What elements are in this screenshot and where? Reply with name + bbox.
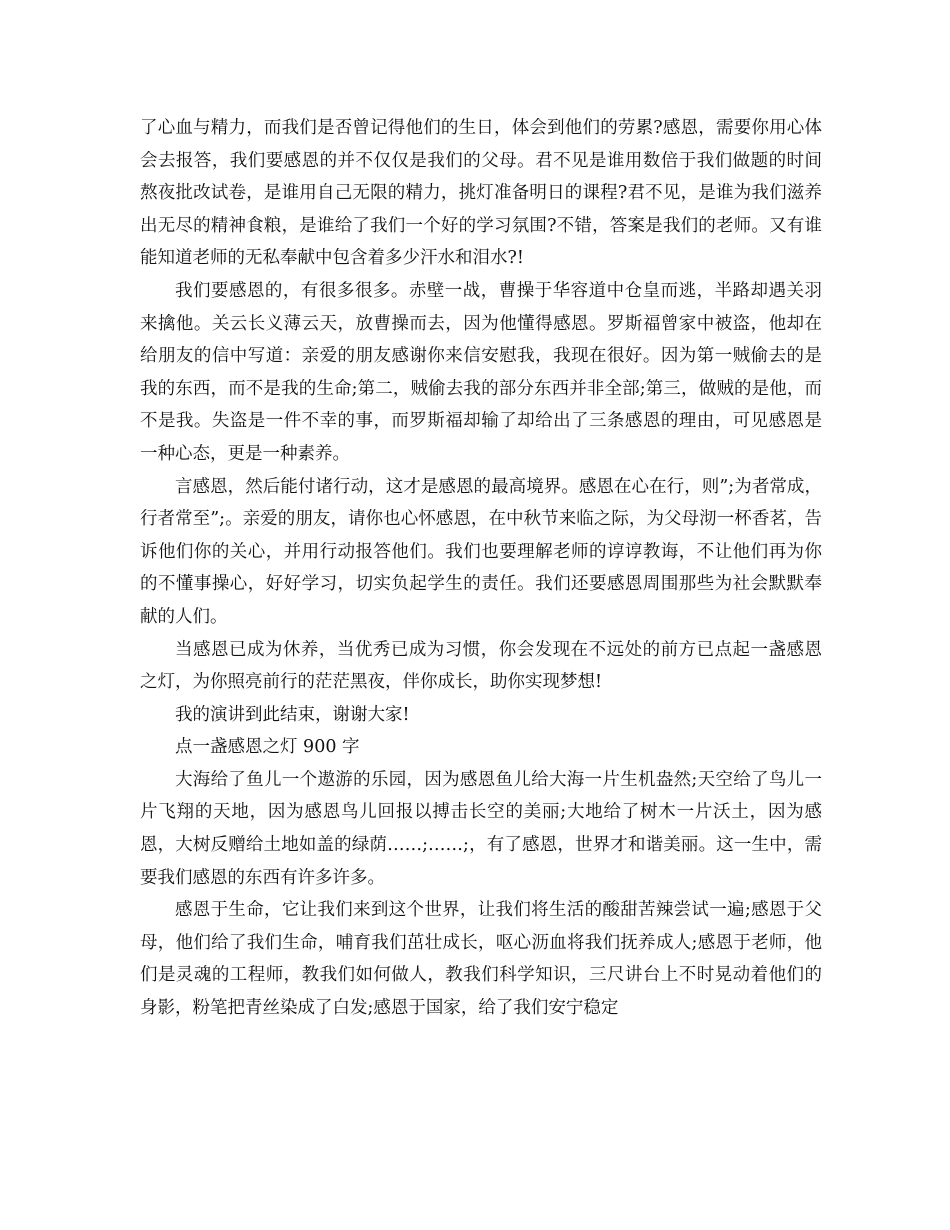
document-page (140, 112, 822, 1025)
paragraph-5: 我的演讲到此结束，谢谢大家! (175, 704, 410, 725)
paragraph-3: 言感恩，然后能付诸行动，这才是感恩的最高境界。感恩在心在行，则”;为者常成，行者常至”;。亲爱的朋友，请你也心怀感恩，在中秋节来临之际，为父母沏一杯香茗，告诉他们你的关心，并用行动报答他们。我们也要理解老师的谆谆教诲，不让他们再为你的不懂事操心，好好学习，切实负起学生的责任。我们还要感恩周围那些为社会默默奉献的人们。 (140, 476, 822, 627)
paragraph-2: 我们要感恩的，有很多很多。赤壁一战，曹操于华容道中仓皇而逃，半路却遇关羽来擒他。关云长义薄云天，放曹操而去，因为他懂得感恩。罗斯福曾家中被盗，他却在给朋友的信中写道：亲爱的朋友感谢你来信安慰我，我现在很好。因为第一贼偷去的是我的东西，而不是我的生命;第二，贼偷去我的部分东西并非全部;第三，做贼的是他，而不是我。失盗是一件不幸的事，而罗斯福却输了却给出了三条感恩的理由，可见感恩是一种心态，更是一种素养。 (140, 280, 822, 464)
paragraph-4: 当感恩已成为休养，当优秀已成为习惯，你会发现在不远处的前方已点起一盏感恩之灯，为你照亮前行的茫茫黑夜，伴你成长，助你实现梦想! (140, 639, 822, 693)
section-title: 点一盏感恩之灯 900 字 (175, 737, 360, 758)
paragraph-7: 大海给了鱼儿一个遨游的乐园，因为感恩鱼儿给大海一片生机盎然;天空给了鸟儿一片飞翔的天地，因为感恩鸟儿回报以搏击长空的美丽;大地给了树木一片沃土，因为感恩，大树反赠给土地如盖的绿荫……;……;，有了感恩，世界才和谐美丽。这一生中，需要我们感恩的东西有许多许多。 (140, 769, 822, 888)
paragraph-1: 了心血与精力，而我们是否曾记得他们的生日，体会到他们的劳累?感恩，需要你用心体会去报答，我们要感恩的并不仅仅是我们的父母。君不见是谁用数倍于我们做题的时间熬夜批改试卷，是谁用自己无限的精力，挑灯准备明日的课程?君不见，是谁为我们滋养出无尽的精神食粮，是谁给了我们一个好的学习氛围?不错，答案是我们的老师。又有谁能知道老师的无私奉献中包含着多少汗水和泪水?! (140, 118, 822, 269)
paragraph-8: 感恩于生命，它让我们来到这个世界，让我们将生活的酸甜苦辣尝试一遍;感恩于父母，他们给了我们生命，哺育我们茁壮成长，呕心沥血将我们抚养成人;感恩于老师，他们是灵魂的工程师，教我们如何做人，教我们科学知识，三尺讲台上不时晃动着他们的身影，粉笔把青丝染成了白发;感恩于国家，给了我们安宁稳定 (140, 900, 822, 1019)
